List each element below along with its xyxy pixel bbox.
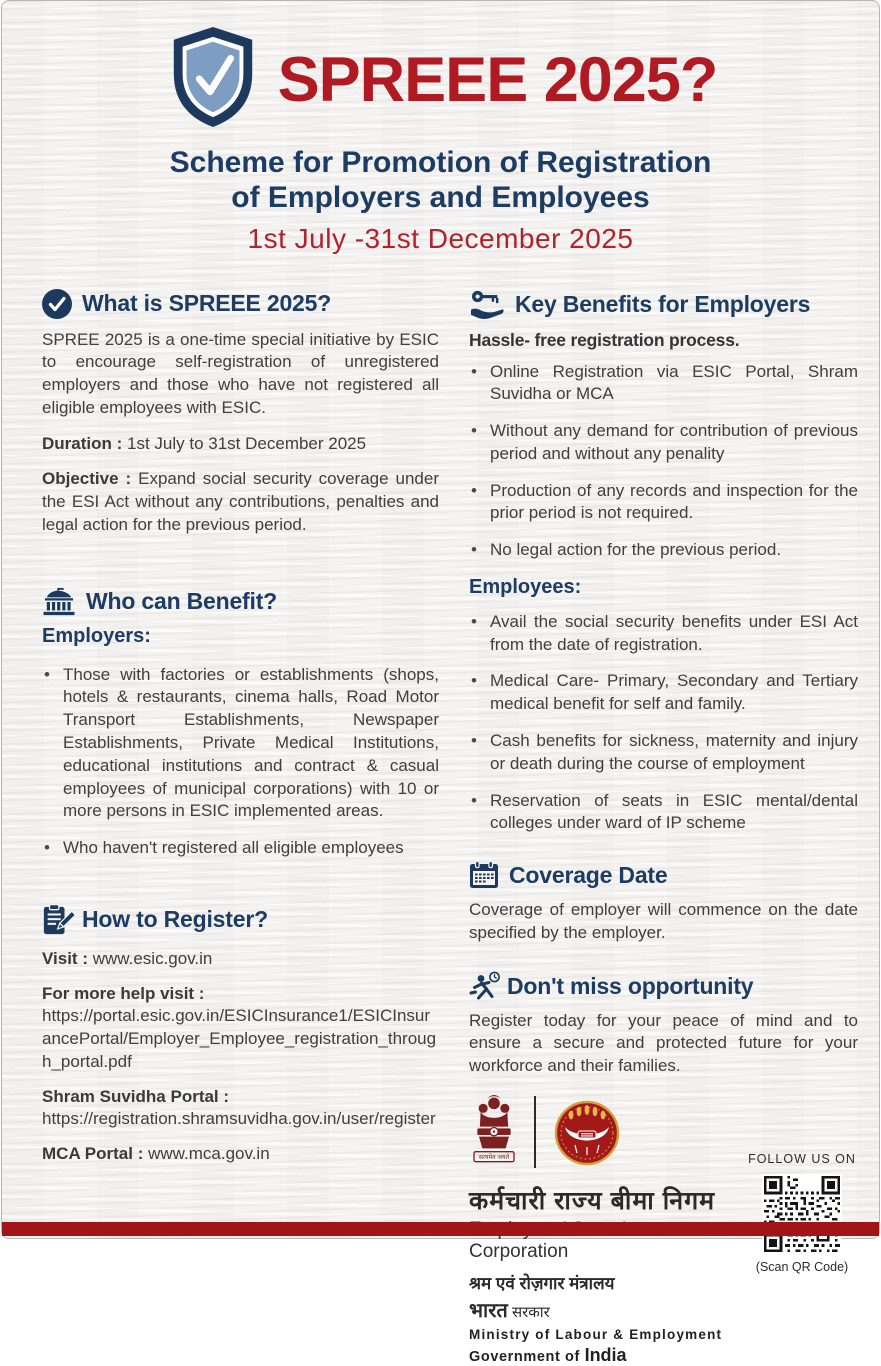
poster-subtitle — [2, 146, 879, 216]
list-item: • Cash benefits for sickness, maternity and injury or death during the course of employment — [469, 730, 858, 776]
who-bullet-list — [42, 664, 439, 860]
spreee-poster — [1, 0, 880, 1365]
list-item: • Production of any records and inspection for the prior period is not required. — [469, 480, 858, 526]
scan-qr-label: (Scan QR Code) — [755, 1259, 849, 1274]
qr-code — [762, 1174, 842, 1254]
esic-name-hindi: कर्मचारी राज्य बीमा निगम — [469, 1186, 716, 1215]
dontmiss-body: Register today for your peace of mind and to ensure a secure and protected future for your workforce and their families. — [469, 1010, 858, 1076]
employee-benefits-list — [469, 611, 858, 835]
ashoka-emblem — [469, 1090, 519, 1175]
bharat-text: भारत — [469, 1299, 508, 1322]
mca-portal-link[interactable]: www.mca.gov.in — [148, 1144, 270, 1164]
right-column — [469, 289, 858, 1366]
hassle-free-line: Hassle- free registration process. — [469, 329, 740, 350]
bottom-red-bar — [2, 1222, 879, 1236]
clipboard-pencil-icon — [42, 904, 72, 936]
section-coverage-date — [469, 861, 858, 945]
objective-line — [42, 468, 439, 536]
government-hindi — [469, 1296, 746, 1323]
left-column — [42, 289, 439, 1366]
logo-divider — [534, 1096, 536, 1168]
mca-line — [42, 1143, 439, 1166]
scheme-date-range: 1st July -31st December 2025 — [247, 222, 634, 254]
esic-logo — [551, 1093, 623, 1172]
visit-label: Visit : — [42, 948, 88, 968]
shram-line — [42, 1086, 439, 1132]
list-item: • Who haven't registered all eligible employees — [42, 837, 439, 860]
who-heading: Who can Benefit? — [86, 588, 278, 615]
what-heading: What is SPREEE 2025? — [82, 290, 332, 317]
main-content — [2, 289, 879, 1366]
ministry-name-hindi: श्रम एवं रोज़गार मंत्रालय — [469, 1273, 615, 1293]
what-body: SPREE 2025 is a one-time special initiative by ESIC to encourage self-registration of unregistered employers and those who have not registered all eligible employees with ESIC. — [42, 329, 439, 417]
help-label: For more help visit : — [42, 983, 205, 1003]
section-who-can-benefit — [42, 587, 439, 860]
help-line — [42, 983, 439, 1074]
government-of-text: Government of — [469, 1348, 580, 1365]
dontmiss-heading: Don't miss opportunity — [507, 973, 754, 1000]
section-what-is-spreee — [42, 289, 439, 537]
section-how-to-register — [42, 904, 439, 1166]
india-text: India — [584, 1344, 627, 1365]
runner-clock-icon — [469, 971, 503, 1003]
shram-suvidha-link[interactable]: https://registration.shramsuvidha.gov.in/user/register — [42, 1109, 436, 1129]
calendar-icon — [469, 861, 499, 889]
register-heading: How to Register? — [82, 906, 268, 933]
sarkar-text: सरकार — [507, 1303, 550, 1321]
list-item: • Without any demand for contribution of previous period and without any penality — [469, 420, 858, 466]
visit-line — [42, 948, 439, 971]
list-item: • Avail the social security benefits under ESI Act from the date of registration. — [469, 611, 858, 657]
objective-value: Expand social security coverage under the ESI Act without any contributions, penalties and legal action for the previous period. — [42, 469, 440, 534]
list-item: • No legal action for the previous period. — [469, 539, 858, 562]
list-item: • Online Registration via ESIC Portal, Shram Suvidha or MCA — [469, 361, 858, 407]
objective-label: Objective : — [42, 469, 132, 489]
list-item: • Those with factories or establishments (shops, hotels & restaurants, cinema halls, Road Motor Transport Establishments, Newspaper Establishments, Private Medical Institutions, educational institutions and contract & casual employees of municipal corporations) with 10 or more persons in ESIC implemented areas. — [42, 664, 439, 823]
list-item: • Medical Care- Primary, Secondary and Tertiary medical benefit for self and family. — [469, 670, 858, 716]
ministry-name-english: Ministry of Labour & Employment — [469, 1326, 723, 1342]
esic-name-english: Corporation — [469, 1240, 569, 1262]
list-item: • Reservation of seats in ESIC mental/dental colleges under ward of IP scheme — [469, 790, 858, 836]
mca-label: MCA Portal : — [42, 1144, 144, 1164]
follow-us-label: FOLLOW US ON — [748, 1151, 856, 1166]
subtitle-line-1: Scheme for Promotion of Registration — [169, 146, 712, 179]
subtitle-line-2: of Employers and Employees — [231, 180, 650, 214]
shield-check-icon — [164, 25, 262, 134]
employees-label: Employees: — [469, 575, 582, 598]
benefits-heading: Key Benefits for Employers — [515, 291, 811, 318]
duration-line — [42, 433, 439, 456]
employer-benefits-list — [469, 361, 858, 562]
poster-header — [2, 1, 879, 255]
emblem-motto-text: सत्यमेव जयते — [478, 1154, 510, 1162]
shram-label: Shram Suvidha Portal : — [42, 1086, 230, 1106]
qr-block — [746, 1152, 858, 1366]
duration-value: 1st July to 31st December 2025 — [127, 433, 367, 453]
check-circle-icon — [42, 289, 72, 319]
bank-building-icon — [42, 587, 76, 617]
esic-portal-link[interactable]: www.esic.gov.in — [92, 948, 213, 968]
poster-title: SPREEE 2025? — [277, 44, 718, 115]
duration-label: Duration : — [42, 433, 123, 453]
coverage-heading: Coverage Date — [509, 861, 668, 888]
government-english — [469, 1345, 746, 1366]
section-key-benefits — [469, 289, 858, 835]
help-pdf-link[interactable]: https://portal.esic.gov.in/ESICInsurance1/ESICInsurancePortal/Employer_Employee_registration_through_portal.pdf — [42, 1006, 437, 1071]
coverage-body: Coverage of employer will commence on the date specified by the employer. — [469, 900, 858, 942]
employers-label: Employers: — [42, 624, 151, 647]
hand-key-icon — [469, 289, 505, 321]
section-dont-miss — [469, 971, 858, 1078]
